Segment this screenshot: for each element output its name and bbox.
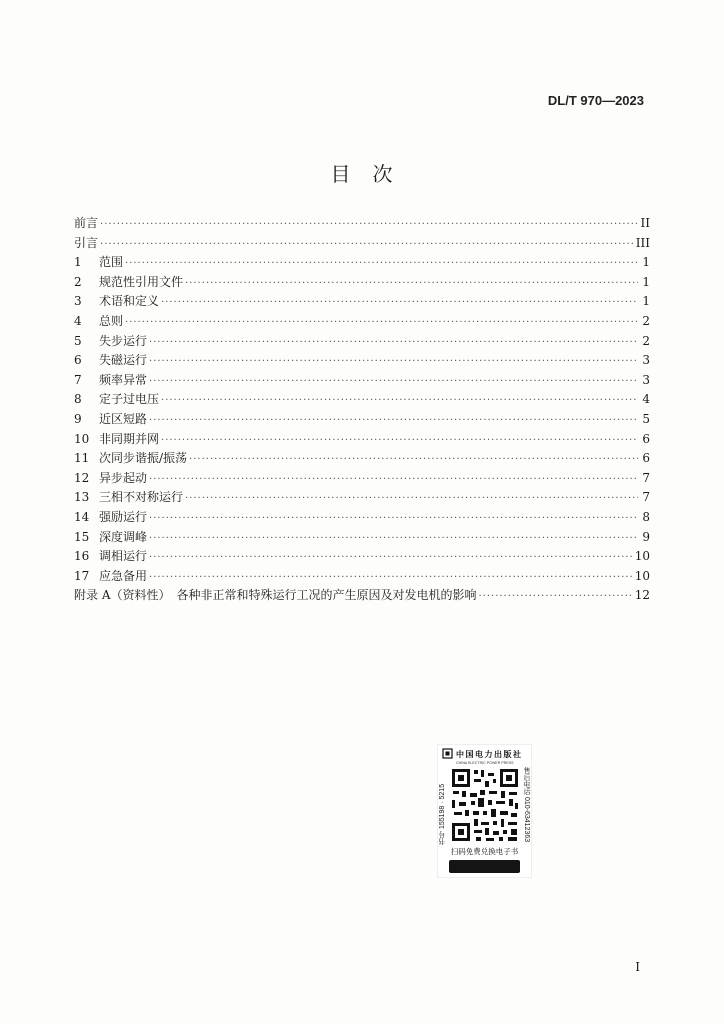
toc-entry-label: 近区短路 — [99, 411, 148, 426]
toc-entry-label: 前言 — [74, 216, 99, 230]
qr-caption: 扫码免费兑换电子书 — [450, 847, 519, 856]
toc-leader-dots — [149, 470, 638, 490]
toc-entry-number: 17 — [74, 568, 90, 583]
toc-entry[interactable] — [74, 586, 650, 606]
toc-entry-label: 应急备用 — [99, 568, 148, 583]
toc-entry-page: 4 — [642, 392, 650, 407]
toc-entry-page: 1 — [642, 255, 650, 270]
toc-entry-page: 9 — [642, 529, 650, 544]
toc-entry-number: 16 — [74, 549, 90, 564]
qr-code-icon[interactable] — [450, 767, 520, 843]
toc-leader-dots — [161, 293, 638, 313]
toc-entry-page: 10 — [634, 549, 650, 564]
toc-entry-page: 2 — [642, 313, 650, 328]
toc-entry-page: 7 — [642, 470, 650, 485]
toc-entry-page: 6 — [642, 451, 650, 466]
toc-leader-dots — [125, 313, 638, 333]
toc-entry[interactable] — [74, 234, 650, 254]
toc-entry-label: 引言 — [74, 235, 99, 250]
toc-leader-dots — [161, 431, 638, 451]
toc-entry-number: 2 — [74, 274, 82, 289]
toc-leader-dots — [189, 450, 638, 470]
toc-entry[interactable] — [74, 567, 650, 587]
toc-entry-label: 失步运行 — [99, 333, 148, 348]
toc-entry-label: 附录 A（资料性） 各种非正常和特殊运行工况的产生原因及对发电机的影响 — [74, 588, 477, 603]
toc-leader-dots — [149, 568, 633, 588]
toc-entry[interactable] — [74, 273, 650, 293]
toc-entry-number: 12 — [74, 470, 90, 485]
toc-leader-dots — [100, 215, 638, 235]
toc-entry-page: 7 — [642, 490, 650, 505]
toc-entry[interactable] — [74, 292, 650, 312]
service-phone: 售后电话 010-63412363 — [523, 767, 530, 843]
toc-leader-dots — [185, 274, 638, 294]
toc-entry-number: 9 — [74, 411, 82, 426]
toc-leader-dots — [149, 333, 638, 353]
page-number: I — [635, 960, 640, 974]
book-number: 书号 155198 · 5215 — [439, 783, 446, 845]
toc-entry-page: 3 — [642, 372, 650, 387]
toc-leader-dots — [149, 352, 638, 372]
toc-entry-label: 频率异常 — [99, 372, 148, 387]
toc-entry-page: III — [635, 235, 650, 250]
toc-entry[interactable] — [74, 528, 650, 548]
toc-entry-page: 12 — [634, 588, 650, 603]
toc-leader-dots — [100, 235, 634, 255]
toc-entry-number: 7 — [74, 372, 82, 387]
toc-entry[interactable] — [74, 390, 650, 410]
toc-entry-label: 非同期并网 — [99, 431, 160, 446]
toc-leader-dots — [125, 254, 638, 274]
toc-entry-page: 8 — [642, 509, 650, 524]
toc-entry[interactable] — [74, 253, 650, 273]
toc-entry[interactable] — [74, 312, 650, 332]
toc-entry-page: 5 — [642, 411, 650, 426]
toc-entry-number: 15 — [74, 529, 90, 544]
toc-entry-label: 强励运行 — [99, 509, 148, 524]
toc-entry-label: 三相不对称运行 — [99, 490, 184, 505]
toc-entry-label: 调相运行 — [99, 549, 148, 564]
toc-entry[interactable] — [74, 214, 650, 234]
toc-entry-label: 深度调峰 — [99, 529, 148, 544]
toc-entry[interactable] — [74, 508, 650, 528]
toc-entry-label: 失磁运行 — [99, 353, 148, 368]
publisher-logo — [442, 748, 528, 766]
toc-entry-number: 13 — [74, 490, 90, 505]
toc-entry-number: 3 — [74, 294, 82, 309]
toc-entry-label: 定子过电压 — [99, 392, 160, 407]
toc-entry-page: 3 — [642, 353, 650, 368]
toc-entry-page: II — [640, 216, 650, 230]
toc-entry-number: 4 — [74, 313, 82, 328]
toc-entry[interactable] — [74, 430, 650, 450]
toc-entry-page: 6 — [642, 431, 650, 446]
toc-entry[interactable] — [74, 488, 650, 508]
qr-code-card — [437, 744, 532, 878]
toc-leader-dots — [478, 587, 632, 607]
toc-entry[interactable] — [74, 410, 650, 430]
table-of-contents — [74, 214, 650, 606]
toc-entry-page: 1 — [642, 274, 650, 289]
toc-entry-label: 总则 — [99, 313, 124, 328]
toc-leader-dots — [149, 509, 638, 529]
toc-entry-number: 8 — [74, 392, 82, 407]
toc-entry[interactable] — [74, 449, 650, 469]
toc-entry[interactable] — [74, 547, 650, 567]
page-title: 目 次 — [330, 162, 394, 186]
document-code: DL/T 970—2023 — [547, 93, 644, 108]
toc-entry-number: 6 — [74, 353, 82, 368]
toc-leader-dots — [161, 391, 638, 411]
toc-entry-label: 次同步谐振/振荡 — [99, 451, 188, 466]
toc-entry-page: 1 — [642, 294, 650, 309]
toc-leader-dots — [185, 489, 638, 509]
toc-entry-number: 1 — [74, 255, 82, 270]
toc-entry-number: 10 — [74, 431, 90, 446]
toc-entry-label: 异步起动 — [99, 470, 148, 485]
toc-entry-page: 10 — [634, 568, 650, 583]
svg-text:中国电力出版社: 中国电力出版社 — [456, 750, 523, 759]
toc-entry-label: 范围 — [99, 255, 124, 270]
toc-leader-dots — [149, 411, 638, 431]
toc-entry-number: 5 — [74, 333, 82, 348]
svg-text:CHINA ELECTRIC POWER PRESS: CHINA ELECTRIC POWER PRESS — [456, 761, 514, 765]
toc-entry-page: 2 — [642, 333, 650, 348]
toc-leader-dots — [149, 372, 638, 392]
toc-leader-dots — [149, 529, 638, 549]
toc-leader-dots — [149, 548, 633, 568]
toc-entry-label: 规范性引用文件 — [99, 274, 184, 289]
toc-entry[interactable] — [74, 351, 650, 371]
toc-entry[interactable] — [74, 332, 650, 352]
toc-entry-number: 14 — [74, 509, 90, 524]
toc-entry[interactable] — [74, 371, 650, 391]
scratch-code-bar — [449, 860, 520, 873]
toc-entry-number: 11 — [74, 451, 90, 466]
toc-entry-label: 术语和定义 — [99, 294, 160, 309]
toc-entry[interactable] — [74, 469, 650, 489]
